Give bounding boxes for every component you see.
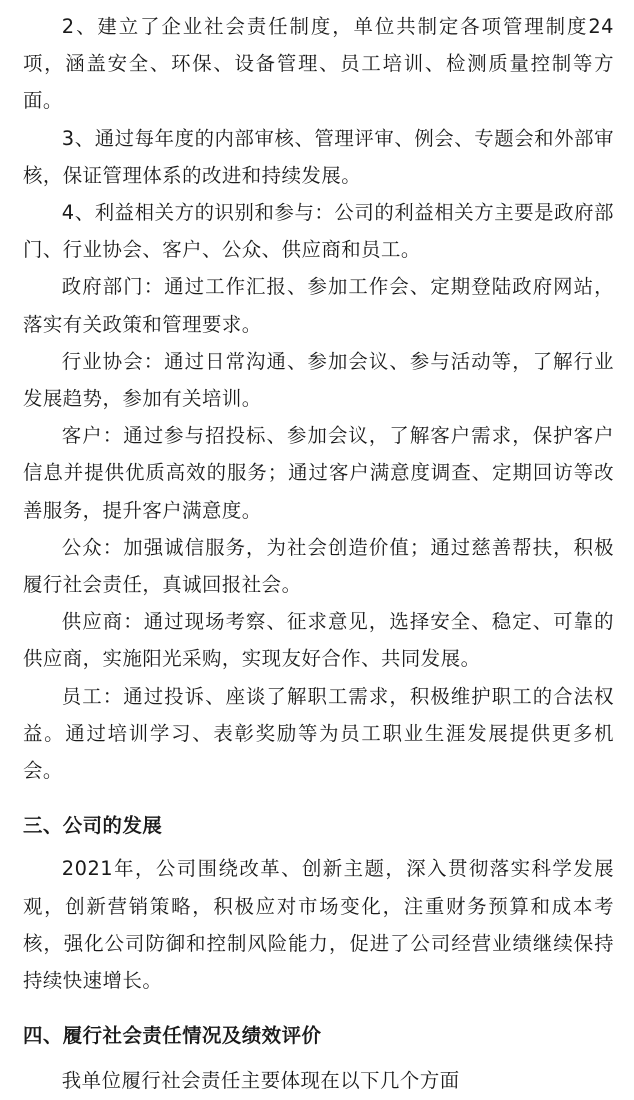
section-spacer xyxy=(23,1054,614,1062)
section-heading-company-development: 三、公司的发展 xyxy=(23,814,163,838)
paragraph-public: 公众：加强诚信服务，为社会创造价值；通过慈善帮扶，积极履行社会责任，真诚回报社会。 xyxy=(23,535,614,597)
section-spacer xyxy=(23,999,614,1017)
section-spacer xyxy=(23,789,614,807)
paragraph-audit-review: 3、通过每年度的内部审核、管理评审、例会、专题会和外部审核，保证管理体系的改进和持续发展。 xyxy=(23,126,614,187)
paragraph-csr-performance-intro: 我单位履行社会责任主要体现在以下几个方面 xyxy=(61,1069,460,1093)
paragraph-customers: 客户：通过参与招投标、参加会议，了解客户需求，保护客户信息并提供优质高效的服务；通过客户满意度调查、定期回访等改善服务，提升客户满意度。 xyxy=(23,424,614,522)
paragraph-stakeholders: 4、利益相关方的识别和参与：公司的利益相关方主要是政府部门、行业协会、客户、公众、供应商和员工。 xyxy=(23,201,614,262)
paragraph-government: 政府部门：通过工作汇报、参加工作会、定期登陆政府网站，落实有关政策和管理要求。 xyxy=(23,275,614,336)
paragraph-industry-association: 行业协会：通过日常沟通、参加会议、参与活动等，了解行业发展趋势，参加有关培训。 xyxy=(23,349,614,411)
paragraph-company-development: 2021年，公司围绕改革、创新主题，深入贯彻落实科学发展观，创新营销策略，积极应对市场变化，注重财务预算和成本考核，强化公司防御和控制风险能力，促进了公司经营业绩继续保持持续快速增长。 xyxy=(23,857,614,993)
paragraph-employees: 员工：通过投诉、座谈了解职工需求，积极维护职工的合法权益。通过培训学习、表彰奖励等为员工职业生涯发展提供更多机会。 xyxy=(23,684,614,783)
section-heading-csr-performance: 四、履行社会责任情况及绩效评价 xyxy=(23,1024,322,1048)
paragraph-enterprise-csr-system: 2、建立了企业社会责任制度，单位共制定各项管理制度24项，涵盖安全、环保、设备管理、员工培训、检测质量控制等方面。 xyxy=(23,15,614,113)
paragraph-suppliers: 供应商：通过现场考察、征求意见，选择安全、稳定、可靠的供应商，实施阳光采购，实现友好合作、共同发展。 xyxy=(23,610,614,671)
